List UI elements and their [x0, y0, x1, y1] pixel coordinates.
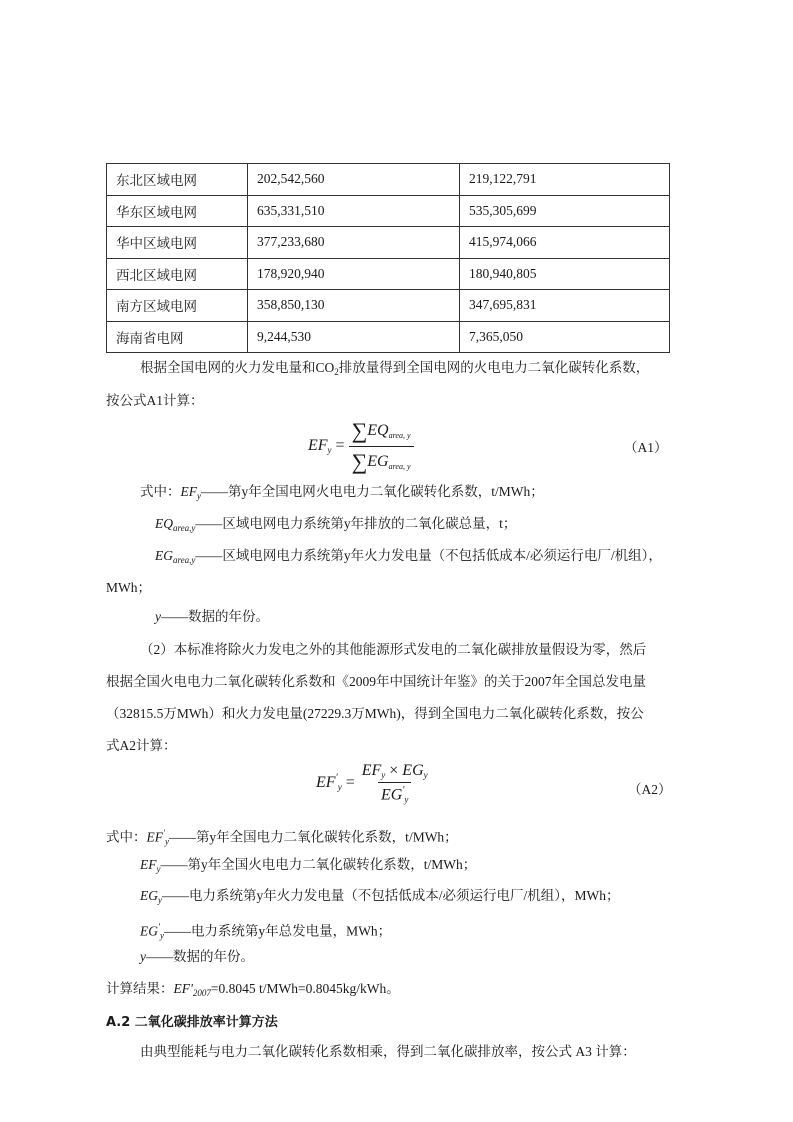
grid-value-cell: 347,695,831 — [460, 290, 670, 322]
table-row — [107, 321, 670, 353]
table-body — [107, 164, 670, 353]
para2-line3: （32815.5万MWh）和火力发电量(27229.3万MWh)，得到全国电力二氧化碳转化系数，按公 — [106, 706, 644, 721]
para1-line2: 按公式A1计算： — [106, 393, 204, 408]
grid-value-cell: 180,940,805 — [460, 258, 670, 290]
grid-name-cell: 华东区域电网 — [107, 195, 248, 227]
defs2-line5: y——数据的年份。 — [140, 949, 254, 964]
grid-name-cell: 西北区域电网 — [107, 258, 248, 290]
grid-name-cell: 南方区域电网 — [107, 290, 248, 322]
formula-a1-label: （A1） — [624, 440, 668, 455]
section-heading: A.2 二氧化碳排放率计算方法 — [106, 1015, 278, 1030]
grid-value-cell: 535,305,699 — [460, 195, 670, 227]
grid-value-cell: 377,233,680 — [248, 227, 460, 259]
formula-a2-label: （A2） — [628, 782, 672, 797]
grid-value-cell: 9,244,530 — [248, 321, 460, 353]
grid-value-cell: 635,331,510 — [248, 195, 460, 227]
grid-value-cell: 358,850,130 — [248, 290, 460, 322]
defs1-line2: $EQ_{area,y}——$区域电网电力系统第y年排放的二氧化碳总量，t； — [155, 516, 517, 533]
defs2-line3: $EG_y——$电力系统第y年火力发电量（不包括低成本/必须运行电厂/机组），MWh； — [140, 888, 620, 905]
defs2-line2: $EF_y——$第y年全国火电电力二氧化碳转化系数，t/MWh； — [140, 857, 477, 874]
defs1-line1: 式中：$EF_y——$第y年全国电网火电电力二氧化碳转化系数，t/MWh； — [140, 484, 544, 501]
formula-a2: $EF'_y$ = $\frac{EF_y \times EG_y}{EG'_y}$ — [316, 762, 431, 804]
formula-a2-fraction: $\frac{EF_y \times EG_y}{EG'_y}$ — [361, 762, 428, 805]
formula-a1-fraction: $\frac{\text{∑EQarea, y}}{\text{∑EGarea, y}}$ — [349, 418, 414, 475]
grid-value-cell: 202,542,560 — [248, 164, 460, 196]
grid-value-cell: 178,920,940 — [248, 258, 460, 290]
formula-a1: $EF_y$ = $\frac{\text{∑EQarea, y}}{\text{∑EGarea, y}}$ — [308, 418, 414, 475]
table-row — [107, 195, 670, 227]
grid-name-cell: 海南省电网 — [107, 321, 248, 353]
para2-line2: 根据全国火电电力二氧化碳转化系数和《2009年中国统计年鉴》的关于2007年全国总发电量 — [106, 674, 646, 689]
para2-line4: 式A2计算： — [106, 738, 177, 753]
table-row — [107, 227, 670, 259]
section-para: 由典型能耗与电力二氧化碳转化系数相乘，得到二氧化碳排放率，按公式 A3 计算： — [140, 1044, 636, 1059]
result-line: 计算结果：$EF'_{2007}=0.8045$ t/MWh=0.8045kg/kWh。 — [106, 981, 400, 998]
table-row — [107, 258, 670, 290]
grid-value-cell: 7,365,050 — [460, 321, 670, 353]
table-row — [107, 290, 670, 322]
defs1-line3: $EG_{area,y}——$区域电网电力系统第y年火力发电量（不包括低成本/必须运行电厂/机组）， — [155, 548, 662, 565]
grid-value-cell: 415,974,066 — [460, 227, 670, 259]
defs1-line3-cont: MWh； — [106, 580, 151, 595]
para1-line1: 根据全国电网的火力发电量和$CO_2$排放量得到全国电网的火电电力二氧化碳转化系数， — [140, 360, 650, 377]
para2-line1: （2）本标准将除火力发电之外的其他能源形式发电的二氧化碳排放量假设为零，然后 — [140, 642, 647, 657]
defs2-line1: 式中：$EF'_y——$第y年全国电力二氧化碳转化系数，t/MWh； — [106, 828, 458, 847]
defs2-line4: $EG'_y——$电力系统第y年总发电量，MWh； — [140, 922, 392, 941]
table-row — [107, 164, 670, 196]
grid-name-cell: 华中区域电网 — [107, 227, 248, 259]
grid-value-cell: 219,122,791 — [460, 164, 670, 196]
grid-data-table — [106, 163, 670, 353]
defs1-line4: y——数据的年份。 — [155, 609, 269, 624]
grid-name-cell: 东北区域电网 — [107, 164, 248, 196]
